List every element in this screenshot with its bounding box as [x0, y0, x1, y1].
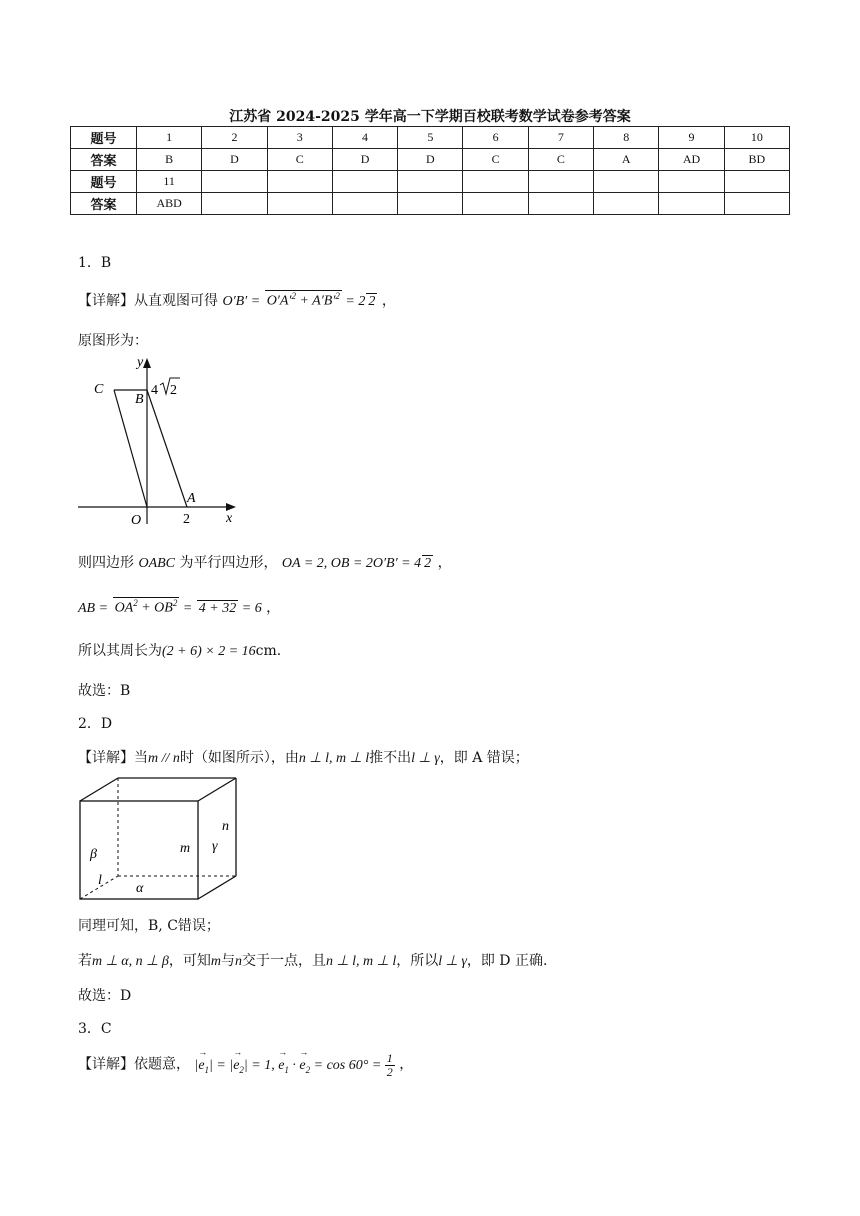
table-cell	[659, 193, 724, 215]
table-cell: 8	[594, 127, 659, 149]
q2-detail	[78, 747, 529, 767]
text: 则四边形	[78, 555, 139, 571]
parallelogram-figure	[74, 352, 250, 530]
q2-line-same	[78, 915, 220, 935]
formula: l ⊥ γ	[438, 954, 467, 969]
plane-beta-label: β	[90, 847, 97, 862]
x-axis-label: x	[226, 511, 233, 526]
text: 与	[220, 953, 235, 969]
table-cell	[267, 171, 332, 193]
formula: (2 + 6) × 2 = 16	[162, 644, 256, 659]
table-cell	[398, 171, 463, 193]
point-b-label: B	[135, 392, 144, 407]
text: B, C	[148, 918, 178, 934]
table-cell: 2	[202, 127, 267, 149]
table-cell	[202, 193, 267, 215]
table-cell: C	[267, 149, 332, 171]
detail-label: 【详解】	[78, 750, 134, 766]
table-cell	[267, 193, 332, 215]
row-label: 答案	[71, 193, 137, 215]
formula: OA = 2, OB = 2O′B′ = 4 2	[281, 556, 432, 571]
q2-choice: 故选：D	[78, 988, 132, 1004]
q1-line5	[78, 640, 281, 660]
table-cell	[594, 193, 659, 215]
text: cm.	[255, 643, 282, 659]
text: 时（如图所示），由	[179, 750, 299, 766]
text: 推不出	[369, 750, 412, 766]
q3-detail: 【详解】依题意， |→ $e_1|$ = |→ $e_2| = 1$, → $e_1$ · → $e_2 = \cos 60^\circ$ = $\frac{1}{2}$ ，	[78, 1052, 413, 1079]
table-cell: C	[463, 149, 528, 171]
table-cell: 4	[332, 127, 397, 149]
q2-heading: 2．D	[78, 716, 113, 732]
table-cell: BD	[724, 149, 789, 171]
table-row	[71, 193, 790, 215]
table-cell: A	[594, 149, 659, 171]
q1-intro: 原图形为：	[78, 333, 148, 349]
text: ，即 A 错误；	[439, 750, 529, 766]
formula: n ⊥ l, m ⊥ l	[325, 954, 397, 969]
line-m-label: m	[180, 841, 191, 856]
text: ，可知	[168, 953, 211, 969]
formula: n	[234, 954, 242, 969]
table-row	[71, 149, 790, 171]
detail-label: 【详解】	[78, 293, 134, 309]
line-l-label: l	[98, 873, 102, 888]
table-cell	[463, 171, 528, 193]
detail-text: 从直观图可得	[134, 293, 218, 309]
y-axis-label: y	[137, 355, 144, 370]
origin-label: O	[131, 513, 142, 528]
table-cell	[659, 171, 724, 193]
text: 所以其周长为	[78, 643, 162, 659]
table-cell: 3	[267, 127, 332, 149]
table-cell: 1	[137, 127, 202, 149]
table-cell: 6	[463, 127, 528, 149]
table-cell	[528, 193, 593, 215]
table-cell: D	[332, 149, 397, 171]
table-cell: 9	[659, 127, 724, 149]
formula: $O'B' = O'A'^2 + A'B'^2 = 2$ 2	[222, 291, 376, 309]
q3-heading: 3．C	[78, 1021, 112, 1037]
text: 若	[78, 953, 92, 969]
formula: m // n	[148, 751, 180, 766]
table-cell: C	[528, 149, 593, 171]
table-cell	[528, 171, 593, 193]
table-cell: 5	[398, 127, 463, 149]
q1-heading: 1．B	[78, 255, 112, 271]
table-cell	[594, 171, 659, 193]
table-row	[71, 127, 790, 149]
table-cell: B	[137, 149, 202, 171]
table-cell	[724, 193, 789, 215]
row-label: 题号	[71, 127, 137, 149]
table-cell	[332, 171, 397, 193]
text: 同理可知，	[78, 918, 148, 934]
row-label: 题号	[71, 171, 137, 193]
table-cell	[463, 193, 528, 215]
text: 当	[134, 750, 148, 766]
table-cell	[332, 193, 397, 215]
q1-detail: 【详解】从直观图可得 $O'B' = O'A'^2 + A'B'^2 = 2$ 2 ，	[78, 291, 396, 309]
q1-line3: 则四边形 OABC 为平行四边形， OA = 2, OB = 2O′B′ = 4 2 ，	[78, 555, 452, 571]
q1-choice: 故选：B	[78, 683, 131, 699]
table-row	[71, 171, 790, 193]
formula: m ⊥ α, n ⊥ β	[92, 954, 169, 969]
text: 依题意，	[134, 1056, 190, 1073]
table-cell	[724, 171, 789, 193]
text: 错误；	[177, 918, 220, 934]
text: ，所以	[396, 953, 439, 969]
formula: |→ $e_1|$ = |→ $e_2| = 1$, → $e_1$ · → $e_2 = \cos 60^\circ$ = $\frac{1}{2}$	[194, 1058, 394, 1073]
line-n-label: n	[222, 819, 229, 834]
table-cell: D	[398, 149, 463, 171]
page-title: 江苏省 2024-2025 学年高一下学期百校联考数学试卷参考答案	[229, 109, 631, 125]
table-cell	[398, 193, 463, 215]
answer-table	[70, 126, 790, 215]
plane-alpha-label: α	[136, 881, 144, 896]
text: ，即 D 正确.	[466, 953, 548, 969]
formula: n ⊥ l, m ⊥ l	[298, 751, 370, 766]
q2-line-ruo	[78, 950, 547, 970]
point-c-label: C	[94, 382, 104, 397]
point-a-label: A	[187, 491, 196, 506]
table-cell: AD	[659, 149, 724, 171]
tick-sqrt2-label: 2	[170, 383, 177, 398]
tick-four-label: 4	[151, 383, 158, 398]
table-cell: 11	[137, 171, 202, 193]
plane-gamma-label: γ	[212, 839, 218, 854]
text: 为平行四边形，	[175, 555, 278, 571]
tick-two-label: 2	[183, 512, 190, 527]
formula: l ⊥ γ	[411, 751, 440, 766]
detail-label: 【详解】	[78, 1056, 134, 1073]
table-cell: 10	[724, 127, 789, 149]
q1-line4: AB = $OA^2 + OB^2 = 4 + 32 = 6$ ，	[78, 598, 281, 616]
table-cell: ABD	[137, 193, 202, 215]
table-cell	[202, 171, 267, 193]
row-label: 答案	[71, 149, 137, 171]
table-cell: 7	[528, 127, 593, 149]
table-cell: D	[202, 149, 267, 171]
cuboid-figure	[76, 774, 240, 902]
text: OABC	[138, 556, 176, 571]
text: 交于一点，且	[241, 953, 326, 969]
formula: AB = $OA^2 + OB^2 = 4 + 32 = 6$	[78, 598, 262, 616]
formula: m	[210, 954, 221, 969]
